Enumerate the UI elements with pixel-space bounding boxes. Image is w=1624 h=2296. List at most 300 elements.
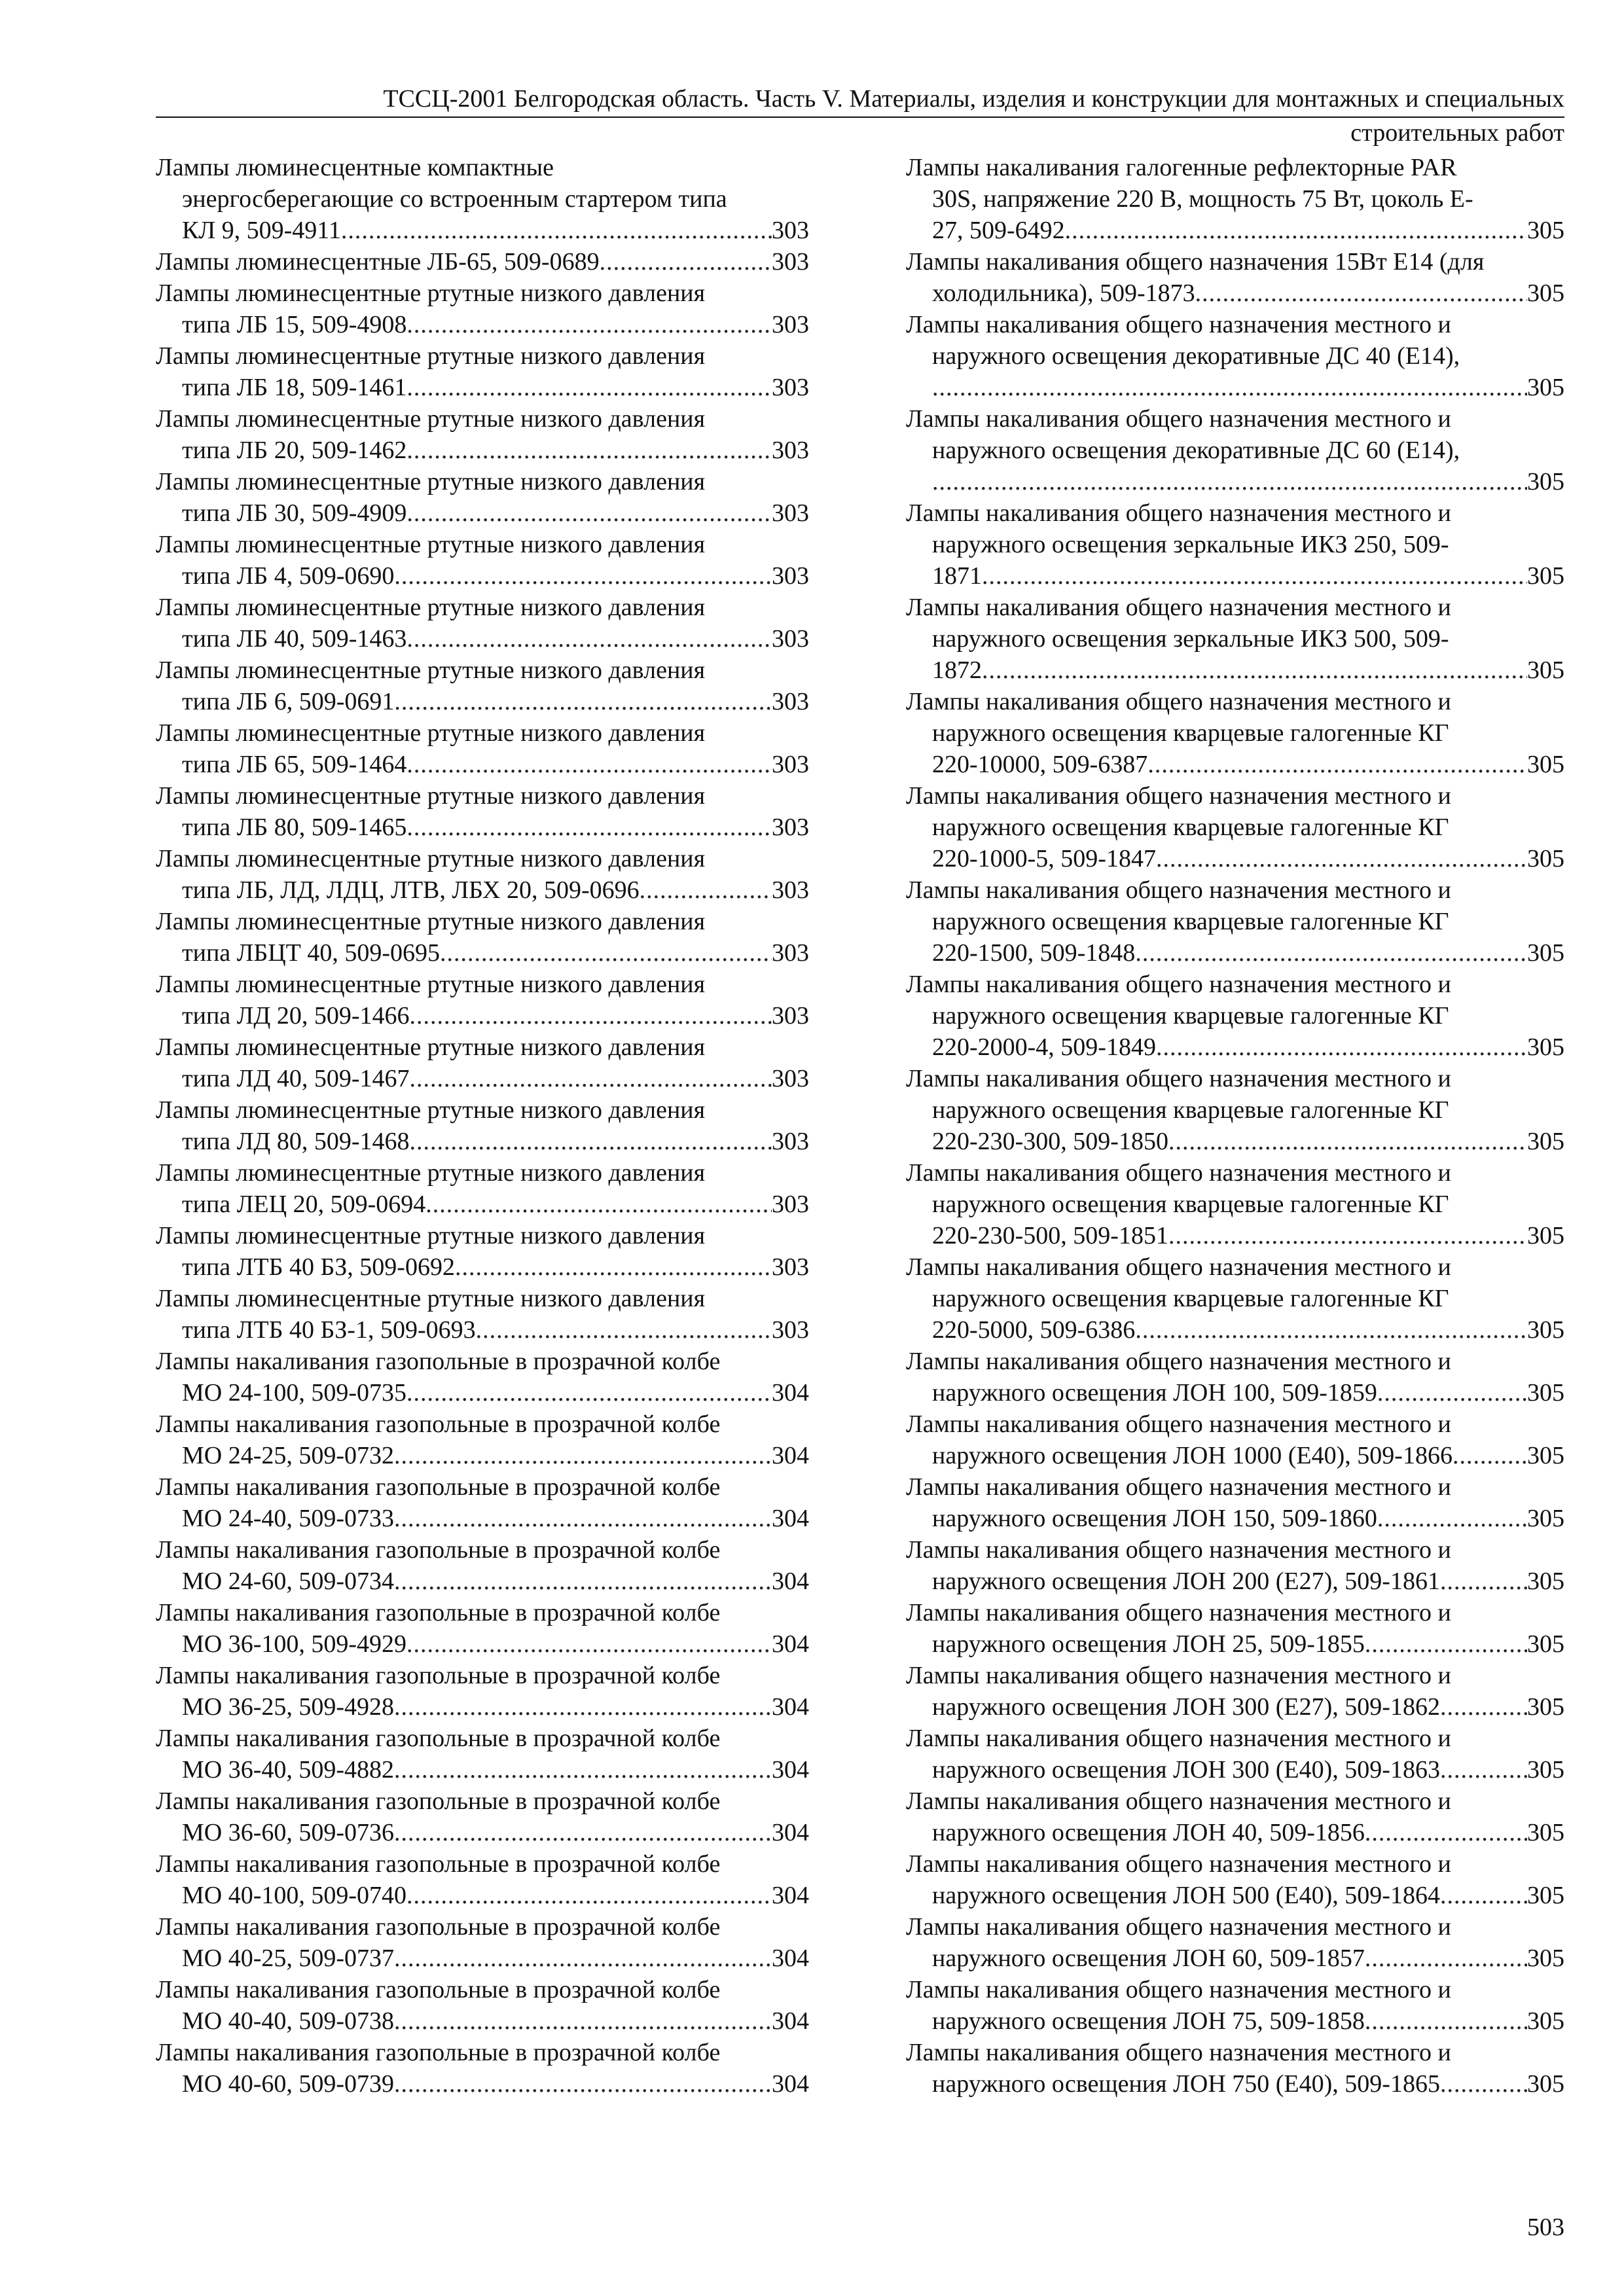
index-entry-last-line [906, 1440, 1564, 1471]
index-entry-text: Лампы люминесцентные ртутные низкого давления [156, 468, 706, 495]
index-entry-text: Лампы люминесцентные ртутные низкого давления [156, 971, 706, 998]
index-entry-last-line [906, 937, 1564, 969]
index-entry [906, 1408, 1564, 1471]
index-entry-text: Лампы люминесцентные ртутные низкого давления [156, 1285, 706, 1312]
dot-leader [394, 1817, 772, 1848]
index-entry-text: МО 40-40, 509-0738 [182, 2007, 395, 2035]
index-entry-last-line [156, 686, 809, 717]
index-entry-text: Лампы люминесцентные ртутные низкого давления [156, 782, 706, 810]
index-entry [156, 906, 809, 969]
index-entry [156, 969, 809, 1031]
index-entry-text: Лампы накаливания газопольные в прозрачной колбе [156, 1976, 721, 2003]
dot-leader [1440, 1691, 1527, 1723]
index-entry-last-line [906, 215, 1564, 246]
index-page-ref: 303 [772, 814, 809, 841]
dot-leader [1365, 2005, 1527, 2037]
dot-leader [932, 466, 1527, 497]
index-entry [906, 780, 1564, 874]
dot-leader [1168, 1126, 1527, 1157]
dot-leader [1365, 1943, 1527, 1974]
index-entry-text: Лампы накаливания общего назначения местного и [906, 1348, 1451, 1375]
index-entry-text: Лампы накаливания общего назначения местного и [906, 1159, 1451, 1187]
index-entry [906, 1597, 1564, 1660]
index-page-ref: 305 [1527, 468, 1564, 495]
dot-leader [1440, 1754, 1527, 1785]
index-entry-text: МО 24-100, 509-0735 [182, 1379, 407, 1407]
dot-leader [406, 1880, 772, 1911]
index-entry [156, 1534, 809, 1597]
index-entry-text: Лампы люминесцентные ртутные низкого давления [156, 279, 706, 307]
index-entry-text: Лампы накаливания общего назначения местного и [906, 971, 1451, 998]
index-page-ref: 305 [1527, 374, 1564, 401]
index-entry-text: наружного освещения кварцевые галогенные КГ [932, 908, 1449, 935]
index-page-ref: 305 [1527, 217, 1564, 244]
index-entry-last-line [906, 1754, 1564, 1785]
index-entry-text: энергосберегающие со встроенным стартером типа [182, 185, 727, 213]
index-entry [906, 1911, 1564, 1974]
index-entry-text: Лампы накаливания общего назначения местного и [906, 499, 1451, 527]
index-entry-text: Лампы накаливания общего назначения местного и [906, 1976, 1451, 2003]
index-entry-text: Лампы накаливания газопольные в прозрачной колбе [156, 1787, 721, 1815]
index-page-ref: 303 [772, 625, 809, 653]
index-entry-last-line [156, 2068, 809, 2100]
index-entry [156, 780, 809, 843]
index-entry-last-line [906, 1031, 1564, 1063]
index-page-ref: 305 [1527, 1379, 1564, 1407]
index-entry-last-line [906, 1220, 1564, 1251]
index-entry [156, 340, 809, 403]
dot-leader [1377, 1503, 1527, 1534]
index-entry-text: МО 36-100, 509-4929 [182, 1630, 407, 1658]
index-entry-text: Лампы накаливания общего назначения местного и [906, 311, 1451, 338]
index-entry-text: КЛ 9, 509-4911 [182, 217, 341, 244]
index-entry-last-line [906, 372, 1564, 403]
index-entry-text: 30S, напряжение 220 В, мощность 75 Вт, цоколь Е- [932, 185, 1473, 213]
index-page-ref: 304 [772, 1819, 809, 1846]
dot-leader [410, 1063, 772, 1094]
dot-leader [1135, 937, 1527, 969]
index-entry-last-line [156, 1251, 809, 1283]
index-entry-last-line [156, 1566, 809, 1597]
index-entry-text: типа ЛБ 4, 509-0690 [182, 562, 395, 590]
index-page-ref: 305 [1527, 1505, 1564, 1532]
dot-leader [406, 812, 772, 843]
dot-leader [394, 1566, 772, 1597]
index-page-ref: 304 [772, 1693, 809, 1721]
index-entry-text: 220-2000-4, 509-1849 [932, 1033, 1156, 1061]
index-entry-text: 220-1000-5, 509-1847 [932, 845, 1156, 872]
index-entry-text: МО 40-100, 509-0740 [182, 1882, 407, 1909]
dot-leader [440, 937, 772, 969]
dot-leader [394, 2068, 772, 2100]
index-entry-last-line [156, 1628, 809, 1660]
index-entry [156, 1848, 809, 1911]
dot-leader [982, 560, 1527, 592]
index-page-ref: 304 [772, 1756, 809, 1784]
dot-leader [455, 1251, 772, 1283]
index-entry-last-line [156, 1440, 809, 1471]
dot-leader [1195, 278, 1527, 309]
index-entry-last-line [906, 2068, 1564, 2100]
dot-leader [394, 1943, 772, 1974]
index-page-ref: 304 [772, 1945, 809, 1972]
index-entry-last-line [156, 1880, 809, 1911]
index-entry-text: наружного освещения ЛОН 1000 (Е40), 509-1866 [932, 1442, 1453, 1469]
index-entry [156, 403, 809, 466]
index-page-ref: 303 [772, 688, 809, 715]
index-entry [156, 717, 809, 780]
index-entry-last-line [156, 1503, 809, 1534]
index-entry-text: Лампы накаливания общего назначения местного и [906, 405, 1451, 433]
index-entry-last-line [906, 655, 1564, 686]
dot-leader [394, 1691, 772, 1723]
index-entry [156, 2037, 809, 2100]
index-entry-text: наружного освещения ЛОН 500 (Е40), 509-1864 [932, 1882, 1440, 1909]
index-entry [156, 655, 809, 717]
dot-leader [406, 372, 772, 403]
index-entry-last-line [906, 843, 1564, 874]
index-page-ref: 303 [772, 1002, 809, 1030]
index-page-ref: 303 [772, 499, 809, 527]
index-page-ref: 305 [1527, 1819, 1564, 1846]
index-entry-text: холодильника), 509-1873 [932, 279, 1195, 307]
index-page-ref: 304 [772, 1442, 809, 1469]
index-entry-text: Лампы накаливания общего назначения местного и [906, 1253, 1451, 1281]
index-entry-text: типа ЛБ 40, 509-1463 [182, 625, 407, 653]
index-entry-last-line [906, 466, 1564, 497]
index-entry-text: Лампы накаливания газопольные в прозрачной колбе [156, 1410, 721, 1438]
index-entry-last-line [156, 623, 809, 655]
index-entry-text: Лампы люминесцентные ртутные низкого давления [156, 1033, 706, 1061]
index-entry [156, 466, 809, 529]
index-entry [906, 874, 1564, 969]
index-entry-text: Лампы накаливания общего назначения местного и [906, 1473, 1451, 1501]
index-entry-last-line [156, 874, 809, 906]
index-entry-text: наружного освещения ЛОН 100, 509-1859 [932, 1379, 1377, 1407]
index-entry [906, 1660, 1564, 1723]
index-entry [156, 1597, 809, 1660]
index-entry [156, 529, 809, 592]
index-entry-last-line [156, 937, 809, 969]
dot-leader [600, 246, 772, 278]
index-entry-last-line [156, 1063, 809, 1094]
index-entry-last-line [906, 1566, 1564, 1597]
index-entry [906, 309, 1564, 403]
index-page-ref: 304 [772, 1630, 809, 1658]
index-entry-text: типа ЛД 20, 509-1466 [182, 1002, 410, 1030]
index-entry-text: типа ЛБ 65, 509-1464 [182, 751, 407, 778]
index-entry-text: наружного освещения ЛОН 750 (Е40), 509-1865 [932, 2070, 1440, 2098]
index-page-ref: 303 [772, 217, 809, 244]
index-entry-text: Лампы люминесцентные ртутные низкого давления [156, 1096, 706, 1124]
index-page-ref: 305 [1527, 845, 1564, 872]
index-entry-text: Лампы люминесцентные компактные [156, 154, 554, 181]
index-entry [156, 592, 809, 655]
index-entry-last-line [156, 246, 809, 278]
dot-leader [1135, 1314, 1527, 1346]
dot-leader [394, 1440, 772, 1471]
dot-leader [406, 435, 772, 466]
dot-leader [1377, 1377, 1527, 1408]
index-entry-text: МО 36-40, 509-4882 [182, 1756, 395, 1784]
dot-leader [1156, 843, 1527, 874]
index-entry-text: наружного освещения ЛОН 25, 509-1855 [932, 1630, 1365, 1658]
index-entry-text: Лампы люминесцентные ртутные низкого давления [156, 531, 706, 558]
index-entry-last-line [156, 435, 809, 466]
index-entry-text: Лампы накаливания общего назначения 15Вт Е14 (для [906, 248, 1485, 276]
index-entry-text: Лампы люминесцентные ртутные низкого давления [156, 405, 706, 433]
index-entry-text: наружного освещения ЛОН 300 (Е40), 509-1863 [932, 1756, 1440, 1784]
index-entry-text: типа ЛД 80, 509-1468 [182, 1128, 410, 1155]
index-page-ref: 303 [772, 939, 809, 967]
index-entry-text: 220-10000, 509-6387 [932, 751, 1148, 778]
index-entry-last-line [906, 560, 1564, 592]
index-entry [906, 2037, 1564, 2100]
index-entry-text: Лампы накаливания газопольные в прозрачной колбе [156, 1662, 721, 1689]
dot-leader [406, 749, 772, 780]
index-entry-text: Лампы накаливания общего назначения местного и [906, 1410, 1451, 1438]
index-page-ref: 303 [772, 248, 809, 276]
index-entry-text: наружного освещения кварцевые галогенные КГ [932, 1002, 1449, 1030]
index-page-ref: 305 [1527, 1945, 1564, 1972]
index-page-ref: 305 [1527, 656, 1564, 684]
index-page-ref: 303 [772, 876, 809, 904]
index-page-ref: 305 [1527, 1756, 1564, 1784]
dot-leader [394, 686, 772, 717]
index-entry-text: Лампы накаливания газопольные в прозрачной колбе [156, 1536, 721, 1564]
index-entry-last-line [156, 2005, 809, 2037]
index-entry [906, 592, 1564, 686]
dot-leader [1065, 215, 1527, 246]
dot-leader [1147, 749, 1527, 780]
dot-leader [932, 372, 1527, 403]
index-entry-text: 1872 [932, 656, 982, 684]
index-page-ref: 305 [1527, 1568, 1564, 1595]
index-entry-text: Лампы накаливания галогенные рефлекторные PAR [906, 154, 1457, 181]
index-entry-text: Лампы накаливания общего назначения местного и [906, 1787, 1451, 1815]
index-entry-last-line [156, 1691, 809, 1723]
dot-leader [1156, 1031, 1527, 1063]
index-entry-text: 220-5000, 509-6386 [932, 1316, 1136, 1344]
index-entry [156, 278, 809, 340]
dot-leader [406, 497, 772, 529]
index-entry-text: типа ЛД 40, 509-1467 [182, 1065, 410, 1092]
index-entry-text: наружного освещения зеркальные ИКЗ 500, 509- [932, 625, 1449, 653]
index-entry-text: МО 40-25, 509-0737 [182, 1945, 395, 1972]
index-page-ref: 303 [772, 1316, 809, 1344]
index-entry [906, 246, 1564, 309]
index-entry-text: Лампы люминесцентные ртутные низкого давления [156, 719, 706, 747]
index-entry-text: МО 36-60, 509-0736 [182, 1819, 395, 1846]
index-entry-text: типа ЛТБ 40 БЗ, 509-0692 [182, 1253, 455, 1281]
index-entry [906, 1157, 1564, 1251]
index-page-ref: 305 [1527, 1882, 1564, 1909]
index-entry-last-line [156, 1000, 809, 1031]
index-page-ref: 303 [772, 1191, 809, 1218]
dot-leader [394, 1754, 772, 1785]
dot-leader [406, 623, 772, 655]
index-entry-text: наружного освещения кварцевые галогенные КГ [932, 1285, 1449, 1312]
dot-leader [406, 1377, 772, 1408]
header-subtitle: строительных работ [1350, 119, 1564, 147]
index-entry-text: типа ЛБ 30, 509-4909 [182, 499, 407, 527]
index-entry-text: Лампы накаливания общего назначения местного и [906, 1662, 1451, 1689]
index-page-ref: 305 [1527, 279, 1564, 307]
index-entry-text: наружного освещения ЛОН 60, 509-1857 [932, 1945, 1365, 1972]
index-page-ref: 304 [772, 1505, 809, 1532]
index-entry-text: типа ЛБЦТ 40, 509-0695 [182, 939, 441, 967]
dot-leader [406, 309, 772, 340]
index-entry-text: Лампы люминесцентные ртутные низкого давления [156, 1222, 706, 1249]
index-entry [906, 1974, 1564, 2037]
index-entry-text: 220-230-300, 509-1850 [932, 1128, 1168, 1155]
index-entry [906, 1251, 1564, 1346]
index-page-ref: 303 [772, 374, 809, 401]
index-entry-text: 220-230-500, 509-1851 [932, 1222, 1168, 1249]
index-entry-text: типа ЛБ 15, 509-4908 [182, 311, 407, 338]
index-entry-last-line [156, 215, 809, 246]
index-page-ref: 305 [1527, 2070, 1564, 2098]
index-entry-text: Лампы люминесцентные ртутные низкого давления [156, 845, 706, 872]
index-page-ref: 303 [772, 437, 809, 464]
index-page-ref: 305 [1527, 1442, 1564, 1469]
index-entry-text: типа ЛБ 6, 509-0691 [182, 688, 395, 715]
index-entry-last-line [156, 1314, 809, 1346]
index-entry-text: Лампы накаливания общего назначения местного и [906, 1536, 1451, 1564]
index-entry-text: наружного освещения декоративные ДС 60 (Е14), [932, 437, 1460, 464]
dot-leader [341, 215, 772, 246]
index-entry [156, 1408, 809, 1471]
index-entry-last-line [156, 1377, 809, 1408]
index-entry-text: Лампы накаливания общего назначения местного и [906, 1913, 1451, 1941]
index-entry-text: Лампы люминесцентные ртутные низкого давления [156, 342, 706, 370]
index-entry-text: Лампы накаливания общего назначения местного и [906, 688, 1451, 715]
index-entry-text: Лампы накаливания газопольные в прозрачной колбе [156, 1850, 721, 1878]
index-entry-last-line [156, 812, 809, 843]
index-entry-last-line [906, 1377, 1564, 1408]
index-entry-text: Лампы накаливания газопольные в прозрачной колбе [156, 1473, 721, 1501]
index-entry-text: типа ЛБ 20, 509-1462 [182, 437, 407, 464]
index-entry-last-line [906, 1503, 1564, 1534]
index-entry-text: наружного освещения ЛОН 200 (Е27), 509-1861 [932, 1568, 1440, 1595]
index-page-ref: 303 [772, 1128, 809, 1155]
index-entry-text: наружного освещения кварцевые галогенные КГ [932, 1191, 1449, 1218]
index-entry [156, 1660, 809, 1723]
index-column-left [156, 152, 809, 2100]
index-entry [906, 1848, 1564, 1911]
dot-leader [410, 1000, 772, 1031]
index-entry-text: наружного освещения кварцевые галогенные КГ [932, 1096, 1449, 1124]
index-page-ref: 305 [1527, 1316, 1564, 1344]
index-page-ref: 305 [1527, 1128, 1564, 1155]
dot-leader [394, 560, 772, 592]
index-entry [156, 1911, 809, 1974]
index-entry-last-line [906, 1628, 1564, 1660]
index-entry-last-line [156, 1943, 809, 1974]
index-entry-last-line [906, 1691, 1564, 1723]
index-entry-text: Лампы накаливания общего назначения местного и [906, 2039, 1451, 2066]
index-page-ref: 303 [772, 562, 809, 590]
dot-leader [982, 655, 1527, 686]
index-page-ref: 305 [1527, 939, 1564, 967]
index-entry [156, 1974, 809, 2037]
index-entry [156, 1220, 809, 1283]
index-entry [906, 686, 1564, 780]
index-entry-text: наружного освещения кварцевые галогенные КГ [932, 814, 1449, 841]
index-page-ref: 305 [1527, 2007, 1564, 2035]
index-entry-text: наружного освещения ЛОН 40, 509-1856 [932, 1819, 1365, 1846]
header-title: ТССЦ-2001 Белгородская область. Часть V. Материалы, изделия и конструкции для монтажных и специальных [383, 85, 1564, 113]
dot-leader [1440, 2068, 1527, 2100]
index-entry-text: наружного освещения ЛОН 300 (Е27), 509-1862 [932, 1693, 1440, 1721]
index-entry [156, 246, 809, 278]
index-page-ref: 303 [772, 751, 809, 778]
index-page-ref: 304 [772, 2007, 809, 2035]
index-entry-text: наружного освещения зеркальные ИКЗ 250, 509- [932, 531, 1449, 558]
index-page-ref: 303 [772, 1065, 809, 1092]
index-entry-text: Лампы накаливания газопольные в прозрачной колбе [156, 1348, 721, 1375]
index-entry-last-line [906, 1817, 1564, 1848]
index-entry [906, 152, 1564, 246]
index-entry-text: Лампы накаливания газопольные в прозрачной колбе [156, 2039, 721, 2066]
index-entry [906, 497, 1564, 592]
index-page-ref: 304 [772, 1568, 809, 1595]
index-page-ref: 305 [1527, 1222, 1564, 1249]
index-entry-text: Лампы накаливания общего назначения местного и [906, 1725, 1451, 1752]
index-entry-text: Лампы накаливания газопольные в прозрачной колбе [156, 1913, 721, 1941]
index-entry-last-line [156, 1189, 809, 1220]
index-entry-last-line [156, 497, 809, 529]
dot-leader [410, 1126, 772, 1157]
index-page-ref: 303 [772, 1253, 809, 1281]
index-entry-last-line [906, 1126, 1564, 1157]
index-entry-text: Лампы люминесцентные ртутные низкого давления [156, 656, 706, 684]
index-page-ref: 304 [772, 2070, 809, 2098]
index-entry [156, 1157, 809, 1220]
index-entry [906, 1723, 1564, 1785]
index-entry [156, 1785, 809, 1848]
index-entry [906, 403, 1564, 497]
index-entry-text: Лампы накаливания общего назначения местного и [906, 782, 1451, 810]
index-entry-text: Лампы накаливания общего назначения местного и [906, 594, 1451, 621]
index-entry-last-line [906, 278, 1564, 309]
dot-leader [394, 1503, 772, 1534]
index-entry-text: типа ЛЕЦ 20, 509-0694 [182, 1191, 426, 1218]
dot-leader [640, 874, 772, 906]
index-entry [156, 1471, 809, 1534]
index-entry-text: МО 36-25, 509-4928 [182, 1693, 395, 1721]
dot-leader [1365, 1817, 1527, 1848]
index-entry-text: наружного освещения кварцевые галогенные КГ [932, 719, 1449, 747]
index-entry [906, 969, 1564, 1063]
dot-leader [406, 1628, 772, 1660]
index-entry [156, 152, 809, 246]
index-entry-text: Лампы накаливания общего назначения местного и [906, 876, 1451, 904]
index-entry [906, 1534, 1564, 1597]
index-entry [156, 1346, 809, 1408]
index-entry-text: 1871 [932, 562, 982, 590]
index-entry-text: 27, 509-6492 [932, 217, 1065, 244]
index-entry-text: наружного освещения декоративные ДС 40 (Е14), [932, 342, 1460, 370]
index-entry-text: 220-1500, 509-1848 [932, 939, 1136, 967]
index-entry-text: Лампы накаливания общего назначения местного и [906, 1850, 1451, 1878]
dot-leader [1440, 1880, 1527, 1911]
index-entry-last-line [906, 1943, 1564, 1974]
index-entry-last-line [906, 1314, 1564, 1346]
index-entry-text: МО 40-60, 509-0739 [182, 2070, 395, 2098]
index-entry-text: наружного освещения ЛОН 75, 509-1858 [932, 2007, 1365, 2035]
index-entry-last-line [156, 1754, 809, 1785]
